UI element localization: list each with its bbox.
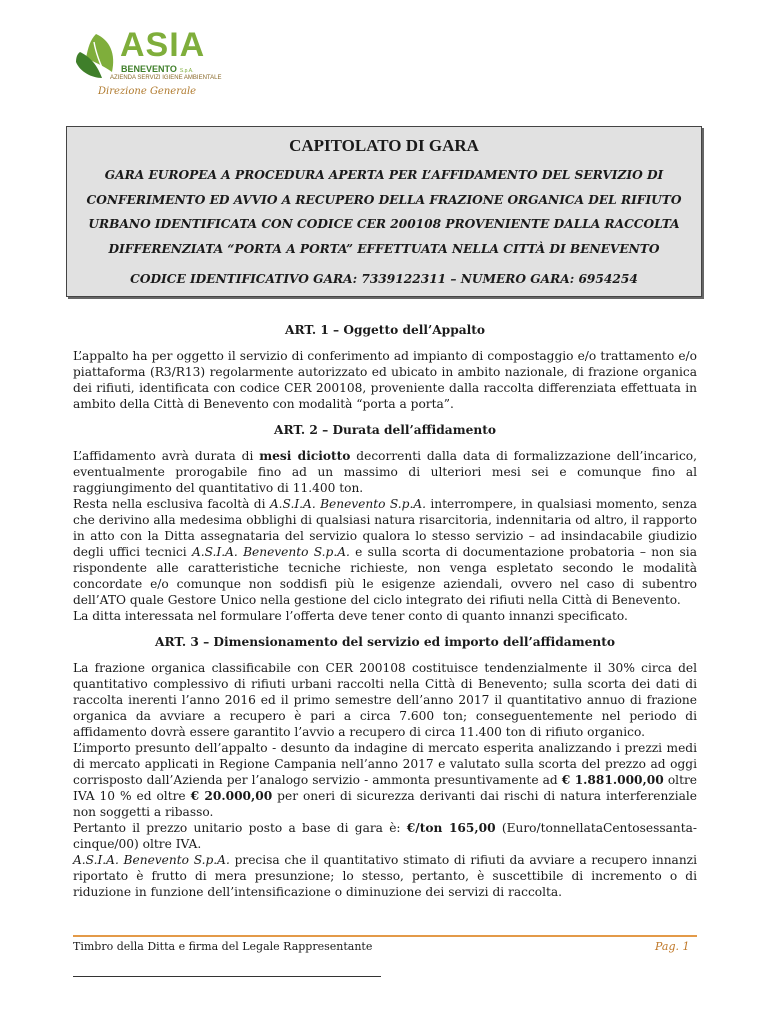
text-run: L’importo presunto dell’appalto - desunto da indagine di mercato esperita analizzando i prezzi medi di mercato applicati in Regione Campania nell’anno 2017 e valutato sulla scorta del prezzo ad oggi corrisposto dall’Azienda per l’analogo servizio - ammonta presuntivamente ad — [73, 741, 697, 787]
logo-city-text: BENEVENTO — [121, 64, 177, 74]
safety-amount-emphasis: € 20.000,00 — [190, 789, 273, 803]
tender-description-line: GARA EUROPEA A PROCEDURA APERTA PER L’AFFIDAMENTO DEL SERVIZIO DI — [104, 168, 664, 182]
text-run: precisa che il quantitativo stimato di rifiuti da avviare a recupero innanzi riportato è frutto di mera presunzione; lo stesso, pertanto, è suscettibile di incremento o di riduzione in funzione dell’intensificazione o diminuzione dei servizi di raccolta. — [73, 853, 697, 899]
signature-caption: Timbro della Ditta e firma del Legale Rappresentante — [73, 940, 373, 953]
article-3-paragraph-4 — [73, 852, 697, 900]
article-1-title: ART. 1 – Oggetto dell’Appalto — [284, 323, 486, 337]
department-label: Direzione Generale — [98, 86, 197, 97]
text-run: e sulla scorta di documentazione probatoria – non sia rispondente alle caratteristiche tecniche richieste, non venga espletato secondo le modalità concordate e/o comunque non soddisfi più le esigenze aziendali, ovvero nel caso di subentro dell’ATO quale Gestore Unico nella gestione del ciclo integrato dei rifiuti nella Città di Benevento. — [73, 545, 697, 607]
text-run: Resta nella esclusiva facoltà di — [73, 497, 270, 511]
article-2-paragraph-3: La ditta interessata nel formulare l’offerta deve tener conto di quanto innanzi specificato. — [73, 609, 628, 623]
company-name: A.S.I.A. Benevento S.p.A. — [191, 545, 350, 559]
logo-name: ASIA — [120, 26, 206, 64]
text-run: per oneri di sicurezza derivanti dai rischi di natura interferenziale non soggetti a ribasso. — [73, 789, 697, 819]
text-run: interrompere, in qualsiasi momento, senza che derivino alla medesima obblighi di qualsiasi natura risarcitoria, indennitaria od altro, il rapporto in atto con la Ditta assegnataria del servizio qualora lo stesso servizio – ad insindacabile giudizio degli uffici tecnici — [73, 497, 697, 559]
page-number: Pag. 1 — [655, 940, 690, 953]
company-name: A.S.I.A. Benevento S.p.A. — [73, 853, 230, 867]
article-2-paragraph-2 — [73, 496, 697, 608]
document-header-box — [66, 126, 702, 297]
amount-emphasis: € 1.881.000,00 — [561, 773, 664, 787]
duration-emphasis: mesi diciotto — [259, 449, 351, 463]
footer-divider — [73, 935, 697, 937]
text-run: oltre IVA 10 % ed oltre — [73, 773, 697, 803]
tender-description — [67, 163, 701, 261]
unit-price-emphasis: €/ton 165,00 — [406, 821, 496, 835]
document-body — [73, 322, 697, 900]
tender-code: CODICE IDENTIFICATIVO GARA: 7339122311 – NUMERO GARA: 6954254 — [130, 272, 638, 286]
logo-spa: S.p.A. — [179, 68, 194, 74]
company-name: A.S.I.A. Benevento S.p.A. — [269, 497, 426, 511]
tender-description-line: DIFFERENZIATA “PORTA A PORTA” EFFETTUATA NELLA CITTÀ DI BENEVENTO — [108, 241, 660, 256]
article-3-paragraph-1: La frazione organica classificabile con CER 200108 costituisce tendenzialmente il 30% circa del quantitativo complessivo di rifiuti urbani raccolti nella Città di Benevento; sulla scorta dei dati di raccolta inerenti l’anno 2016 ed il primo semestre dell’anno 2017 il quantitativo annuo di frazione organica da avviare a recupero è pari a circa 7.600 ton; conseguentemente nel periodo di affidamento dovrà essere garantito l’avvio a recupero di circa 11.400 ton di rifiuto organico. — [73, 661, 697, 739]
article-2-title: ART. 2 – Durata dell’affidamento — [274, 423, 496, 437]
article-3-paragraph-3 — [73, 820, 697, 852]
text-run: L’affidamento avrà durata di — [73, 449, 260, 463]
text-run: decorrenti dalla data di formalizzazione dell’incarico, eventualmente prorogabile fino ad un massimo di ulteriori mesi sei e comunque fino al raggiungimento del quantitativo di 11.400 ton. — [73, 449, 697, 495]
article-3-paragraph-2 — [73, 740, 697, 820]
text-run: (Euro/tonnellataCentosessanta-cinque/00) oltre IVA. — [73, 821, 697, 851]
article-2-paragraph-1 — [73, 448, 697, 496]
company-logo — [74, 24, 224, 100]
text-run: Pertanto il prezzo unitario posto a base di gara è: — [73, 821, 407, 835]
article-1-paragraph: L’appalto ha per oggetto il servizio di conferimento ad impianto di compostaggio e/o trattamento e/o piattaforma (R3/R13) regolarmente autorizzato ed ubicato in ambito nazionale, di frazione organica dei rifiuti, identificata con codice CER 200108, proveniente dalla raccolta differenziata effettuata in ambito della Città di Benevento con modalità “porta a porta”. — [73, 349, 697, 411]
article-3-title: ART. 3 – Dimensionamento del servizio ed importo dell’affidamento — [155, 635, 615, 649]
tender-description-line: URBANO IDENTIFICATA CON CODICE CER 200108 PROVENIENTE DALLA RACCOLTA — [88, 217, 680, 231]
signature-line — [73, 976, 381, 977]
document-title: CAPITOLATO DI GARA — [289, 136, 479, 155]
logo-subtitle: AZIENDA SERVIZI IGIENE AMBIENTALE — [110, 75, 222, 81]
tender-description-line: CONFERIMENTO ED AVVIO A RECUPERO DELLA FRAZIONE ORGANICA DEL RIFIUTO — [86, 192, 682, 207]
